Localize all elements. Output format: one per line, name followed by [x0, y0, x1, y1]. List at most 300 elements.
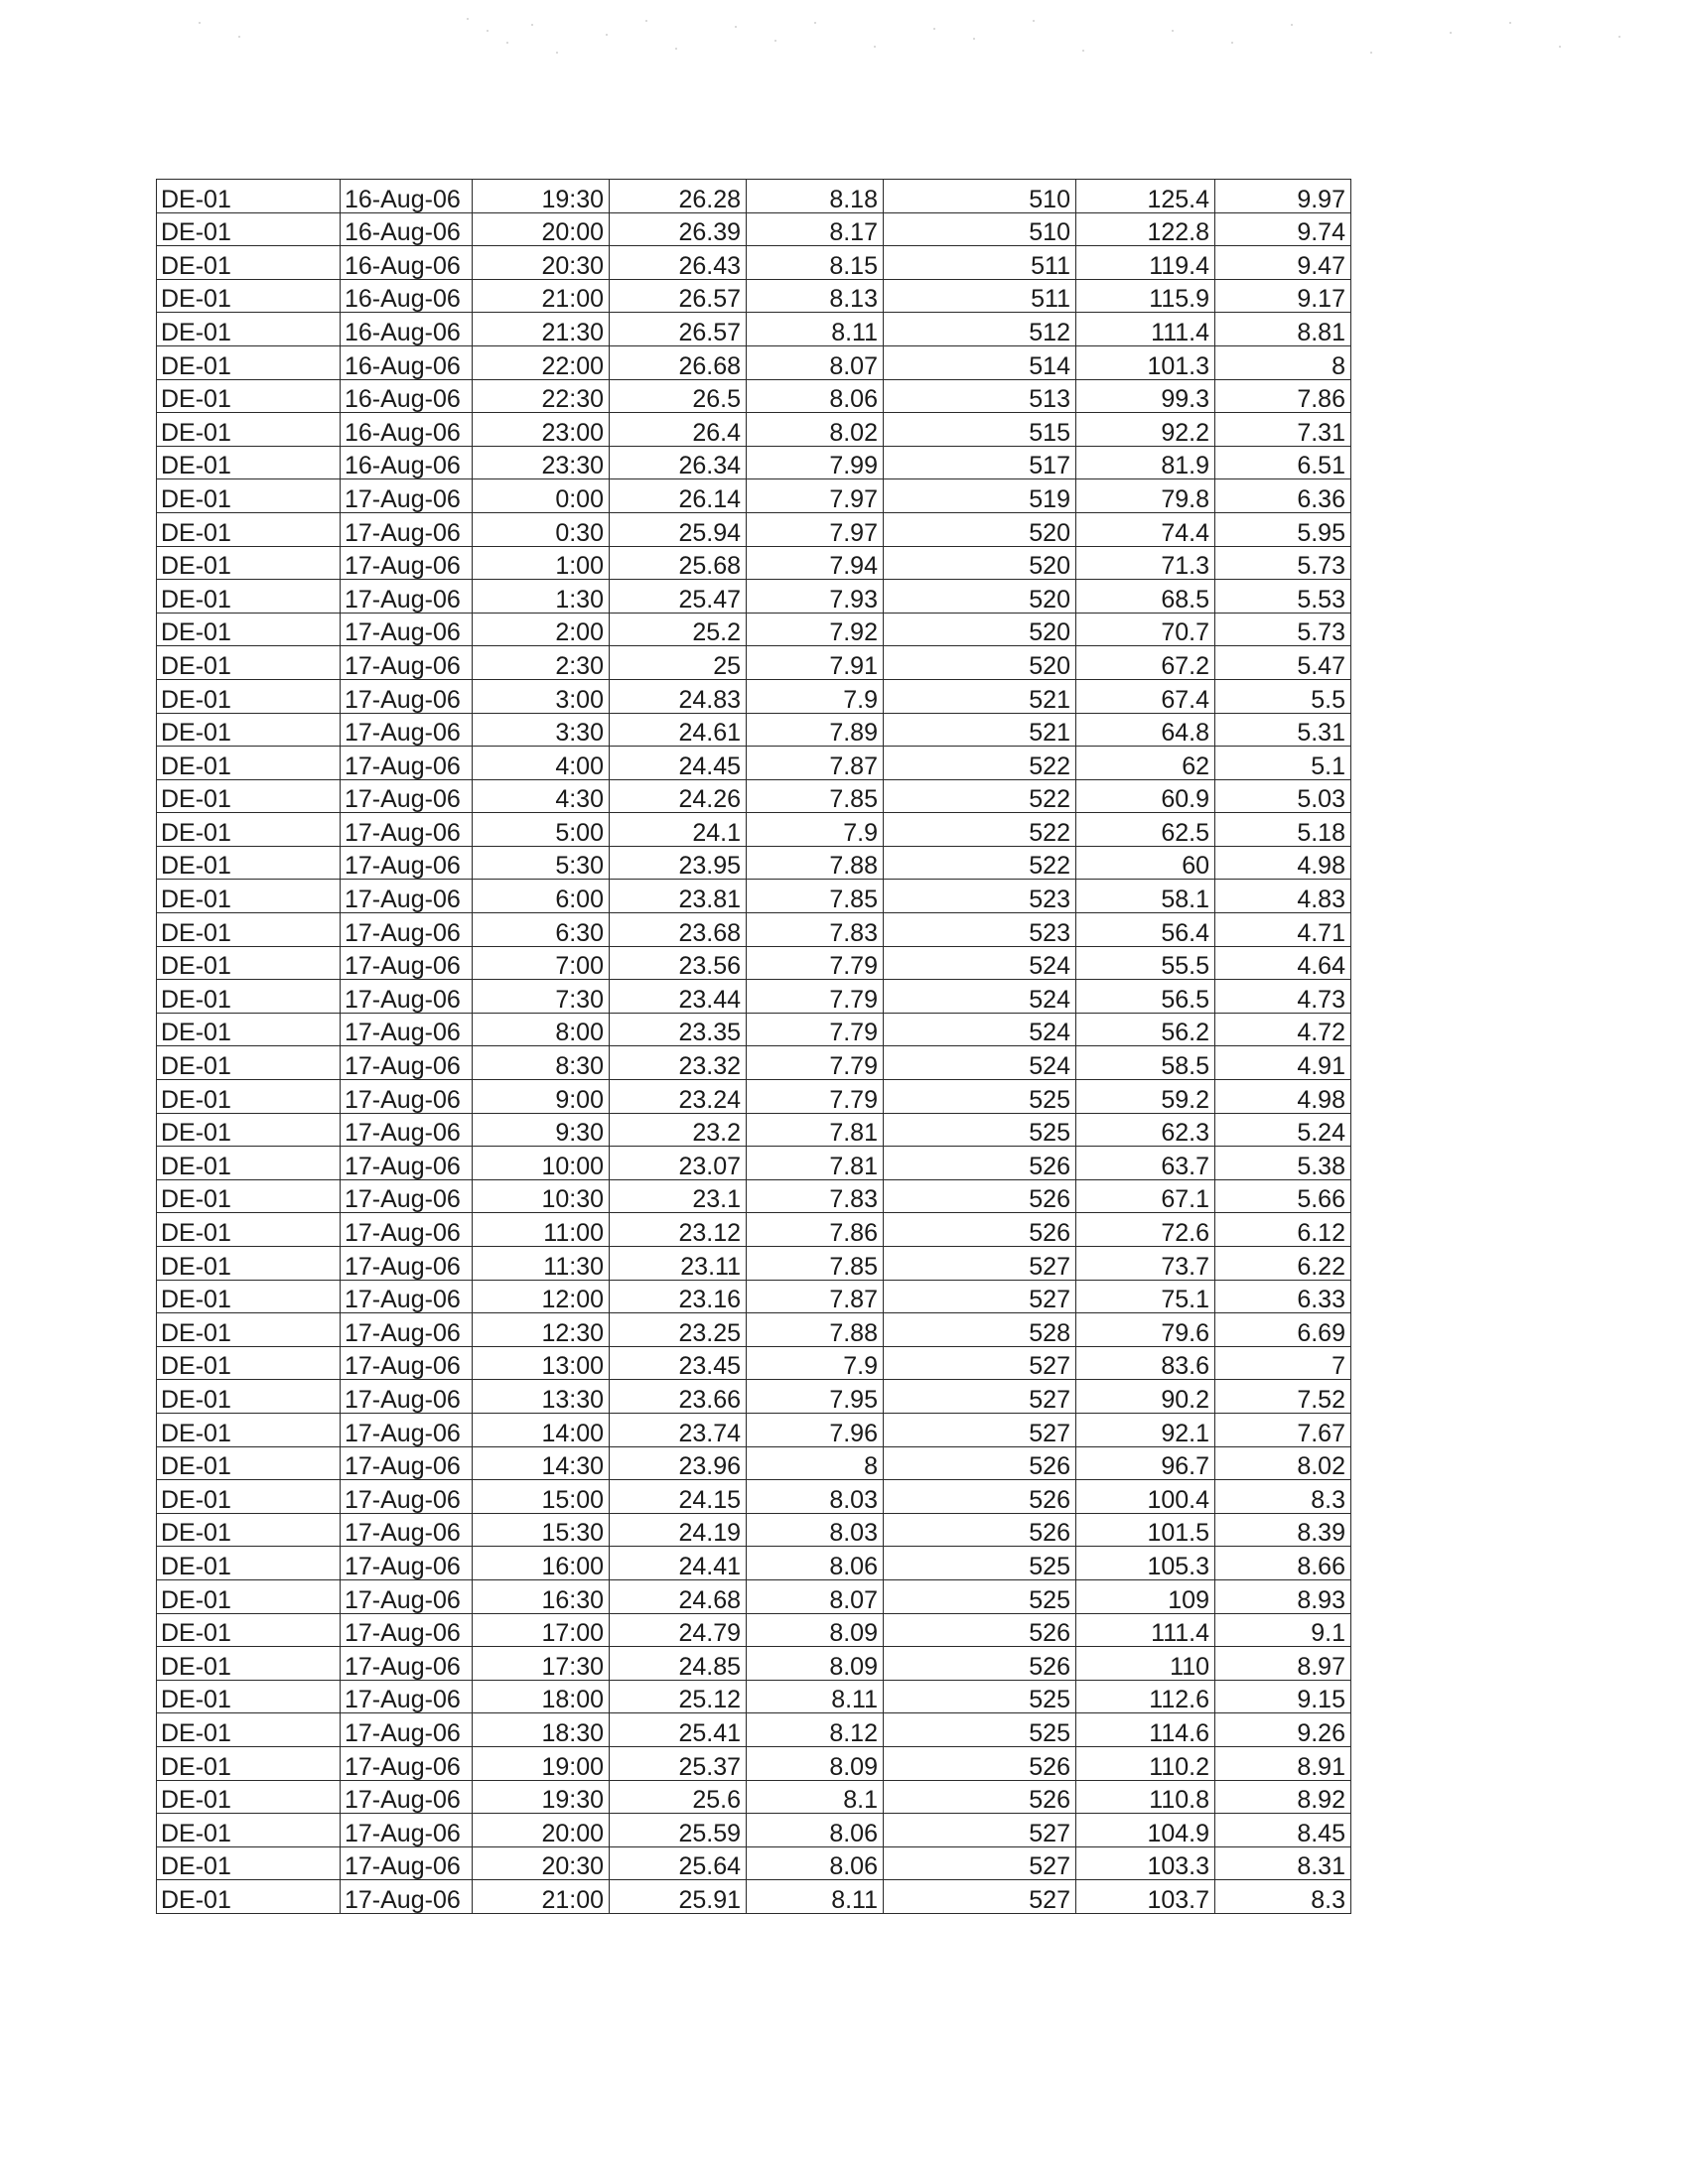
- cell-site: DE-01: [157, 1713, 341, 1747]
- cell-do-concentration: 5.31: [1215, 713, 1351, 747]
- cell-time: 15:00: [473, 1480, 610, 1514]
- cell-conductivity: 526: [884, 1446, 1076, 1480]
- cell-conductivity: 527: [884, 1346, 1076, 1380]
- cell-ph: 8.18: [747, 180, 884, 213]
- cell-time: 2:30: [473, 646, 610, 680]
- cell-do-saturation: 70.7: [1076, 613, 1215, 646]
- cell-time: 9:00: [473, 1080, 610, 1114]
- table-row: [157, 679, 1351, 713]
- cell-ph: 7.9: [747, 813, 884, 847]
- table-row: [157, 313, 1351, 346]
- cell-date: 17-Aug-06: [341, 713, 473, 747]
- cell-date: 17-Aug-06: [341, 846, 473, 880]
- cell-time: 4:30: [473, 779, 610, 813]
- cell-do-saturation: 109: [1076, 1579, 1215, 1613]
- cell-do-saturation: 119.4: [1076, 246, 1215, 280]
- table-row: [157, 1880, 1351, 1914]
- cell-date: 17-Aug-06: [341, 1814, 473, 1847]
- cell-time: 0:00: [473, 479, 610, 513]
- cell-ph: 7.97: [747, 512, 884, 546]
- cell-do-saturation: 56.2: [1076, 1013, 1215, 1046]
- cell-site: DE-01: [157, 1346, 341, 1380]
- cell-do-saturation: 92.1: [1076, 1413, 1215, 1446]
- cell-do-concentration: 5.66: [1215, 1179, 1351, 1213]
- cell-temperature: 25.64: [610, 1846, 747, 1880]
- cell-ph: 7.89: [747, 713, 884, 747]
- cell-conductivity: 520: [884, 512, 1076, 546]
- cell-temperature: 25.91: [610, 1880, 747, 1914]
- cell-date: 17-Aug-06: [341, 1280, 473, 1313]
- cell-ph: 7.88: [747, 846, 884, 880]
- cell-site: DE-01: [157, 1547, 341, 1580]
- cell-date: 17-Aug-06: [341, 1680, 473, 1713]
- cell-site: DE-01: [157, 1113, 341, 1147]
- cell-time: 19:00: [473, 1746, 610, 1780]
- cell-ph: 7.83: [747, 913, 884, 947]
- table-row: [157, 1179, 1351, 1213]
- cell-conductivity: 517: [884, 446, 1076, 479]
- cell-conductivity: 519: [884, 479, 1076, 513]
- cell-do-concentration: 4.98: [1215, 1080, 1351, 1114]
- cell-conductivity: 526: [884, 1480, 1076, 1514]
- cell-date: 17-Aug-06: [341, 1880, 473, 1914]
- cell-do-concentration: 5.53: [1215, 580, 1351, 614]
- cell-temperature: 23.2: [610, 1113, 747, 1147]
- cell-date: 16-Aug-06: [341, 180, 473, 213]
- cell-date: 17-Aug-06: [341, 913, 473, 947]
- cell-do-concentration: 8.92: [1215, 1780, 1351, 1814]
- cell-date: 17-Aug-06: [341, 1446, 473, 1480]
- cell-site: DE-01: [157, 1814, 341, 1847]
- cell-do-concentration: 9.15: [1215, 1680, 1351, 1713]
- cell-date: 16-Aug-06: [341, 379, 473, 413]
- cell-date: 17-Aug-06: [341, 1480, 473, 1514]
- cell-temperature: 23.11: [610, 1247, 747, 1281]
- cell-site: DE-01: [157, 1380, 341, 1414]
- cell-site: DE-01: [157, 1247, 341, 1281]
- cell-do-concentration: 9.1: [1215, 1613, 1351, 1647]
- cell-ph: 7.79: [747, 1046, 884, 1080]
- cell-ph: 7.9: [747, 1346, 884, 1380]
- cell-site: DE-01: [157, 580, 341, 614]
- cell-do-saturation: 79.8: [1076, 479, 1215, 513]
- cell-do-saturation: 125.4: [1076, 180, 1215, 213]
- cell-do-saturation: 67.2: [1076, 646, 1215, 680]
- cell-conductivity: 524: [884, 1046, 1076, 1080]
- cell-conductivity: 525: [884, 1579, 1076, 1613]
- cell-do-saturation: 105.3: [1076, 1547, 1215, 1580]
- cell-temperature: 24.41: [610, 1547, 747, 1580]
- cell-time: 1:00: [473, 546, 610, 580]
- cell-date: 16-Aug-06: [341, 413, 473, 447]
- cell-conductivity: 526: [884, 1513, 1076, 1547]
- cell-do-concentration: 8.93: [1215, 1579, 1351, 1613]
- cell-ph: 8.07: [747, 345, 884, 379]
- cell-temperature: 25: [610, 646, 747, 680]
- cell-do-concentration: 4.72: [1215, 1013, 1351, 1046]
- cell-temperature: 24.1: [610, 813, 747, 847]
- table-row: [157, 946, 1351, 980]
- cell-ph: 7.86: [747, 1213, 884, 1247]
- cell-time: 22:30: [473, 379, 610, 413]
- cell-time: 9:30: [473, 1113, 610, 1147]
- cell-date: 17-Aug-06: [341, 813, 473, 847]
- table-row: [157, 1780, 1351, 1814]
- cell-site: DE-01: [157, 512, 341, 546]
- cell-time: 21:00: [473, 279, 610, 313]
- cell-do-saturation: 56.4: [1076, 913, 1215, 947]
- cell-ph: 7.99: [747, 446, 884, 479]
- cell-temperature: 23.24: [610, 1080, 747, 1114]
- cell-conductivity: 510: [884, 212, 1076, 246]
- cell-time: 13:00: [473, 1346, 610, 1380]
- cell-do-concentration: 4.83: [1215, 880, 1351, 913]
- cell-date: 17-Aug-06: [341, 1046, 473, 1080]
- cell-temperature: 24.15: [610, 1480, 747, 1514]
- cell-time: 13:30: [473, 1380, 610, 1414]
- cell-ph: 7.93: [747, 580, 884, 614]
- cell-conductivity: 527: [884, 1280, 1076, 1313]
- cell-ph: 8.13: [747, 279, 884, 313]
- cell-time: 8:00: [473, 1013, 610, 1046]
- cell-date: 17-Aug-06: [341, 1413, 473, 1446]
- cell-site: DE-01: [157, 546, 341, 580]
- cell-time: 12:00: [473, 1280, 610, 1313]
- cell-ph: 8.07: [747, 1579, 884, 1613]
- cell-conductivity: 526: [884, 1147, 1076, 1180]
- cell-ph: 7.97: [747, 479, 884, 513]
- cell-temperature: 23.32: [610, 1046, 747, 1080]
- cell-time: 14:30: [473, 1446, 610, 1480]
- cell-do-concentration: 8.45: [1215, 1814, 1351, 1847]
- cell-do-saturation: 92.2: [1076, 413, 1215, 447]
- cell-do-saturation: 74.4: [1076, 512, 1215, 546]
- cell-ph: 8.03: [747, 1513, 884, 1547]
- cell-do-concentration: 4.64: [1215, 946, 1351, 980]
- table-row: [157, 479, 1351, 513]
- cell-do-saturation: 73.7: [1076, 1247, 1215, 1281]
- table-row: [157, 279, 1351, 313]
- cell-do-concentration: 8.39: [1215, 1513, 1351, 1547]
- cell-do-saturation: 67.1: [1076, 1179, 1215, 1213]
- table-body: [157, 180, 1351, 1914]
- cell-ph: 7.79: [747, 1080, 884, 1114]
- cell-ph: 8.11: [747, 1880, 884, 1914]
- cell-conductivity: 515: [884, 413, 1076, 447]
- cell-temperature: 23.1: [610, 1179, 747, 1213]
- cell-do-saturation: 111.4: [1076, 313, 1215, 346]
- cell-ph: 8.06: [747, 379, 884, 413]
- cell-site: DE-01: [157, 1513, 341, 1547]
- table-row: [157, 1247, 1351, 1281]
- table-row: [157, 1647, 1351, 1681]
- cell-date: 17-Aug-06: [341, 1313, 473, 1347]
- cell-site: DE-01: [157, 313, 341, 346]
- cell-time: 21:00: [473, 1880, 610, 1914]
- cell-do-concentration: 4.71: [1215, 913, 1351, 947]
- cell-do-saturation: 103.3: [1076, 1846, 1215, 1880]
- cell-do-saturation: 110.8: [1076, 1780, 1215, 1814]
- cell-date: 17-Aug-06: [341, 1547, 473, 1580]
- cell-temperature: 23.74: [610, 1413, 747, 1446]
- cell-time: 19:30: [473, 1780, 610, 1814]
- cell-do-concentration: 8.81: [1215, 313, 1351, 346]
- table-row: [157, 1080, 1351, 1114]
- cell-conductivity: 525: [884, 1080, 1076, 1114]
- table-row: [157, 1613, 1351, 1647]
- cell-conductivity: 525: [884, 1680, 1076, 1713]
- table-row: [157, 1713, 1351, 1747]
- cell-conductivity: 522: [884, 813, 1076, 847]
- cell-date: 17-Aug-06: [341, 512, 473, 546]
- cell-ph: 8.17: [747, 212, 884, 246]
- table-row: [157, 180, 1351, 213]
- table-row: [157, 1313, 1351, 1347]
- cell-time: 23:30: [473, 446, 610, 479]
- cell-temperature: 25.59: [610, 1814, 747, 1847]
- cell-ph: 7.83: [747, 1179, 884, 1213]
- cell-ph: 8.11: [747, 313, 884, 346]
- cell-time: 16:00: [473, 1547, 610, 1580]
- cell-time: 5:00: [473, 813, 610, 847]
- cell-time: 10:30: [473, 1179, 610, 1213]
- cell-do-saturation: 101.5: [1076, 1513, 1215, 1547]
- cell-ph: 7.79: [747, 1013, 884, 1046]
- cell-time: 22:00: [473, 345, 610, 379]
- cell-date: 17-Aug-06: [341, 1579, 473, 1613]
- cell-temperature: 26.57: [610, 279, 747, 313]
- cell-do-saturation: 60.9: [1076, 779, 1215, 813]
- cell-conductivity: 522: [884, 846, 1076, 880]
- cell-conductivity: 527: [884, 1413, 1076, 1446]
- table-row: [157, 613, 1351, 646]
- cell-do-concentration: 9.47: [1215, 246, 1351, 280]
- cell-do-saturation: 75.1: [1076, 1280, 1215, 1313]
- cell-date: 17-Aug-06: [341, 1147, 473, 1180]
- cell-ph: 7.85: [747, 779, 884, 813]
- cell-time: 17:30: [473, 1647, 610, 1681]
- table-row: [157, 1579, 1351, 1613]
- cell-temperature: 23.44: [610, 980, 747, 1014]
- cell-date: 17-Aug-06: [341, 1213, 473, 1247]
- cell-time: 20:30: [473, 246, 610, 280]
- table-row: [157, 846, 1351, 880]
- cell-ph: 8: [747, 1446, 884, 1480]
- cell-temperature: 23.16: [610, 1280, 747, 1313]
- cell-do-concentration: 7: [1215, 1346, 1351, 1380]
- cell-do-concentration: 4.91: [1215, 1046, 1351, 1080]
- cell-temperature: 23.07: [610, 1147, 747, 1180]
- cell-site: DE-01: [157, 913, 341, 947]
- cell-do-concentration: 5.5: [1215, 679, 1351, 713]
- cell-do-saturation: 62.5: [1076, 813, 1215, 847]
- table-row: [157, 246, 1351, 280]
- cell-date: 17-Aug-06: [341, 1647, 473, 1681]
- scan-noise-top: [179, 12, 1668, 81]
- cell-do-concentration: 8.97: [1215, 1647, 1351, 1681]
- cell-do-saturation: 104.9: [1076, 1814, 1215, 1847]
- cell-time: 23:00: [473, 413, 610, 447]
- cell-date: 17-Aug-06: [341, 1346, 473, 1380]
- cell-conductivity: 523: [884, 913, 1076, 947]
- cell-temperature: 25.94: [610, 512, 747, 546]
- table-row: [157, 1280, 1351, 1313]
- cell-ph: 7.91: [747, 646, 884, 680]
- cell-conductivity: 520: [884, 613, 1076, 646]
- cell-ph: 7.96: [747, 1413, 884, 1446]
- cell-site: DE-01: [157, 1613, 341, 1647]
- cell-date: 17-Aug-06: [341, 1080, 473, 1114]
- cell-time: 11:30: [473, 1247, 610, 1281]
- cell-do-saturation: 83.6: [1076, 1346, 1215, 1380]
- cell-do-concentration: 5.24: [1215, 1113, 1351, 1147]
- cell-time: 6:00: [473, 880, 610, 913]
- cell-time: 20:30: [473, 1846, 610, 1880]
- cell-temperature: 25.68: [610, 546, 747, 580]
- table-row: [157, 713, 1351, 747]
- cell-date: 17-Aug-06: [341, 747, 473, 780]
- cell-do-saturation: 81.9: [1076, 446, 1215, 479]
- cell-ph: 8.1: [747, 1780, 884, 1814]
- table-row: [157, 646, 1351, 680]
- cell-conductivity: 521: [884, 679, 1076, 713]
- cell-do-saturation: 67.4: [1076, 679, 1215, 713]
- cell-site: DE-01: [157, 1013, 341, 1046]
- cell-site: DE-01: [157, 1179, 341, 1213]
- cell-do-saturation: 111.4: [1076, 1613, 1215, 1647]
- cell-do-concentration: 5.47: [1215, 646, 1351, 680]
- cell-ph: 7.87: [747, 747, 884, 780]
- cell-conductivity: 520: [884, 646, 1076, 680]
- cell-date: 17-Aug-06: [341, 679, 473, 713]
- cell-ph: 7.95: [747, 1380, 884, 1414]
- cell-site: DE-01: [157, 946, 341, 980]
- table-row: [157, 1814, 1351, 1847]
- table-row: [157, 1480, 1351, 1514]
- cell-date: 17-Aug-06: [341, 546, 473, 580]
- cell-site: DE-01: [157, 1480, 341, 1514]
- cell-time: 7:00: [473, 946, 610, 980]
- cell-do-saturation: 62: [1076, 747, 1215, 780]
- cell-ph: 8.15: [747, 246, 884, 280]
- cell-do-concentration: 8.3: [1215, 1480, 1351, 1514]
- cell-temperature: 26.14: [610, 479, 747, 513]
- cell-time: 7:30: [473, 980, 610, 1014]
- cell-date: 17-Aug-06: [341, 880, 473, 913]
- cell-ph: 7.81: [747, 1147, 884, 1180]
- cell-do-saturation: 71.3: [1076, 546, 1215, 580]
- cell-do-concentration: 9.17: [1215, 279, 1351, 313]
- cell-site: DE-01: [157, 246, 341, 280]
- table-row: [157, 446, 1351, 479]
- cell-conductivity: 526: [884, 1179, 1076, 1213]
- cell-temperature: 23.68: [610, 913, 747, 947]
- cell-date: 16-Aug-06: [341, 212, 473, 246]
- cell-do-concentration: 5.38: [1215, 1147, 1351, 1180]
- table-row: [157, 212, 1351, 246]
- table-row: [157, 413, 1351, 447]
- cell-date: 17-Aug-06: [341, 1113, 473, 1147]
- cell-temperature: 25.47: [610, 580, 747, 614]
- cell-site: DE-01: [157, 379, 341, 413]
- cell-site: DE-01: [157, 846, 341, 880]
- cell-do-saturation: 122.8: [1076, 212, 1215, 246]
- cell-ph: 7.87: [747, 1280, 884, 1313]
- cell-temperature: 24.68: [610, 1579, 747, 1613]
- cell-temperature: 26.43: [610, 246, 747, 280]
- cell-time: 11:00: [473, 1213, 610, 1247]
- cell-date: 17-Aug-06: [341, 779, 473, 813]
- cell-do-concentration: 7.52: [1215, 1380, 1351, 1414]
- table-row: [157, 913, 1351, 947]
- cell-site: DE-01: [157, 413, 341, 447]
- cell-ph: 8.09: [747, 1647, 884, 1681]
- cell-conductivity: 527: [884, 1247, 1076, 1281]
- cell-do-saturation: 64.8: [1076, 713, 1215, 747]
- table-row: [157, 1013, 1351, 1046]
- cell-conductivity: 524: [884, 1013, 1076, 1046]
- table-row: [157, 1746, 1351, 1780]
- cell-do-concentration: 7.67: [1215, 1413, 1351, 1446]
- cell-temperature: 24.61: [610, 713, 747, 747]
- cell-conductivity: 510: [884, 180, 1076, 213]
- monitoring-data-table: [156, 179, 1351, 1914]
- cell-do-saturation: 62.3: [1076, 1113, 1215, 1147]
- cell-site: DE-01: [157, 1080, 341, 1114]
- cell-site: DE-01: [157, 679, 341, 713]
- cell-ph: 7.9: [747, 679, 884, 713]
- cell-do-concentration: 5.18: [1215, 813, 1351, 847]
- cell-do-saturation: 63.7: [1076, 1147, 1215, 1180]
- table-row: [157, 1547, 1351, 1580]
- cell-date: 16-Aug-06: [341, 446, 473, 479]
- cell-site: DE-01: [157, 1880, 341, 1914]
- cell-date: 17-Aug-06: [341, 1846, 473, 1880]
- cell-temperature: 26.4: [610, 413, 747, 447]
- cell-do-concentration: 7.86: [1215, 379, 1351, 413]
- cell-date: 16-Aug-06: [341, 279, 473, 313]
- cell-temperature: 26.68: [610, 345, 747, 379]
- cell-ph: 8.06: [747, 1846, 884, 1880]
- cell-date: 17-Aug-06: [341, 1746, 473, 1780]
- cell-conductivity: 528: [884, 1313, 1076, 1347]
- cell-ph: 7.94: [747, 546, 884, 580]
- cell-ph: 8.11: [747, 1680, 884, 1713]
- cell-date: 17-Aug-06: [341, 1613, 473, 1647]
- cell-do-concentration: 8: [1215, 345, 1351, 379]
- cell-conductivity: 524: [884, 980, 1076, 1014]
- cell-time: 3:30: [473, 713, 610, 747]
- cell-ph: 7.79: [747, 980, 884, 1014]
- cell-date: 17-Aug-06: [341, 1513, 473, 1547]
- cell-site: DE-01: [157, 1413, 341, 1446]
- cell-temperature: 23.12: [610, 1213, 747, 1247]
- cell-temperature: 23.66: [610, 1380, 747, 1414]
- cell-do-concentration: 6.51: [1215, 446, 1351, 479]
- cell-do-saturation: 58.5: [1076, 1046, 1215, 1080]
- cell-time: 15:30: [473, 1513, 610, 1547]
- cell-do-saturation: 90.2: [1076, 1380, 1215, 1414]
- cell-conductivity: 526: [884, 1613, 1076, 1647]
- cell-do-concentration: 6.36: [1215, 479, 1351, 513]
- cell-do-saturation: 110.2: [1076, 1746, 1215, 1780]
- table-row: [157, 345, 1351, 379]
- cell-do-saturation: 112.6: [1076, 1680, 1215, 1713]
- cell-conductivity: 527: [884, 1380, 1076, 1414]
- cell-do-concentration: 8.66: [1215, 1547, 1351, 1580]
- cell-time: 3:00: [473, 679, 610, 713]
- cell-conductivity: 512: [884, 313, 1076, 346]
